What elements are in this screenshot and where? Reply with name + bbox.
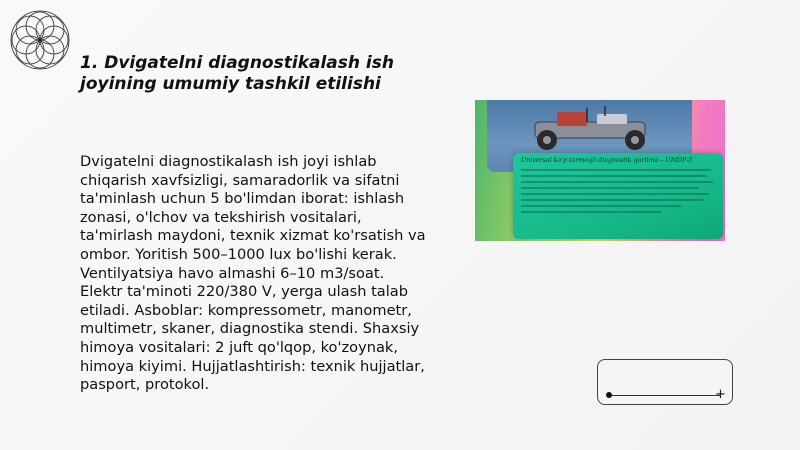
- slide-title: [80, 53, 410, 95]
- slide-body-text: Dvigatelni diagnostikalash ish joyi ishlab chiqarish xavfsizligi, samaradorlik va sifatni ta'minlash uchun 5 bo'limdan iborat: ishlash zonasi, o'lchov va tekshirish vositalari, ta'mirlash maydoni, texnik xizmat ko'rsatish va ombor. Yoritish 500–1000 lux bo'lishi kerak. Ventilyatsiya havo almashi 6–10 m3/soat. Elektr ta'minoti 220/380 V, yerga ulash talab etiladi. Asboblar: kompressometr, manometr, multimetr, skaner, diagnostika stendi. Shaxsiy himoya vositalari: 2 juft qo'lqop, ko'zoynak, himoya kiyimi. Hujjatlashtirish: texnik hujjatlar, pasport, protokol.: [80, 153, 426, 394]
- slide-title-line: 1. Dvigatelni diagnostikalash ish: [80, 53, 394, 73]
- diagram-line: [608, 395, 720, 396]
- dot-icon: [606, 392, 612, 398]
- info-card-text-lines: [521, 169, 713, 217]
- plus-icon: +: [715, 387, 726, 402]
- slide-title-line: joyining umumiy tashkil etilishi: [80, 74, 381, 94]
- diagnostic-equipment-photo: [475, 100, 725, 241]
- info-card-title: Universal ko'p tarmoqli diagnostik qurilma – UMDP-5: [521, 157, 693, 164]
- spirograph-decoration-icon: [4, 4, 76, 76]
- car-chassis-icon: [517, 106, 667, 156]
- info-card: [513, 153, 723, 239]
- line-diagram-box: [597, 359, 733, 405]
